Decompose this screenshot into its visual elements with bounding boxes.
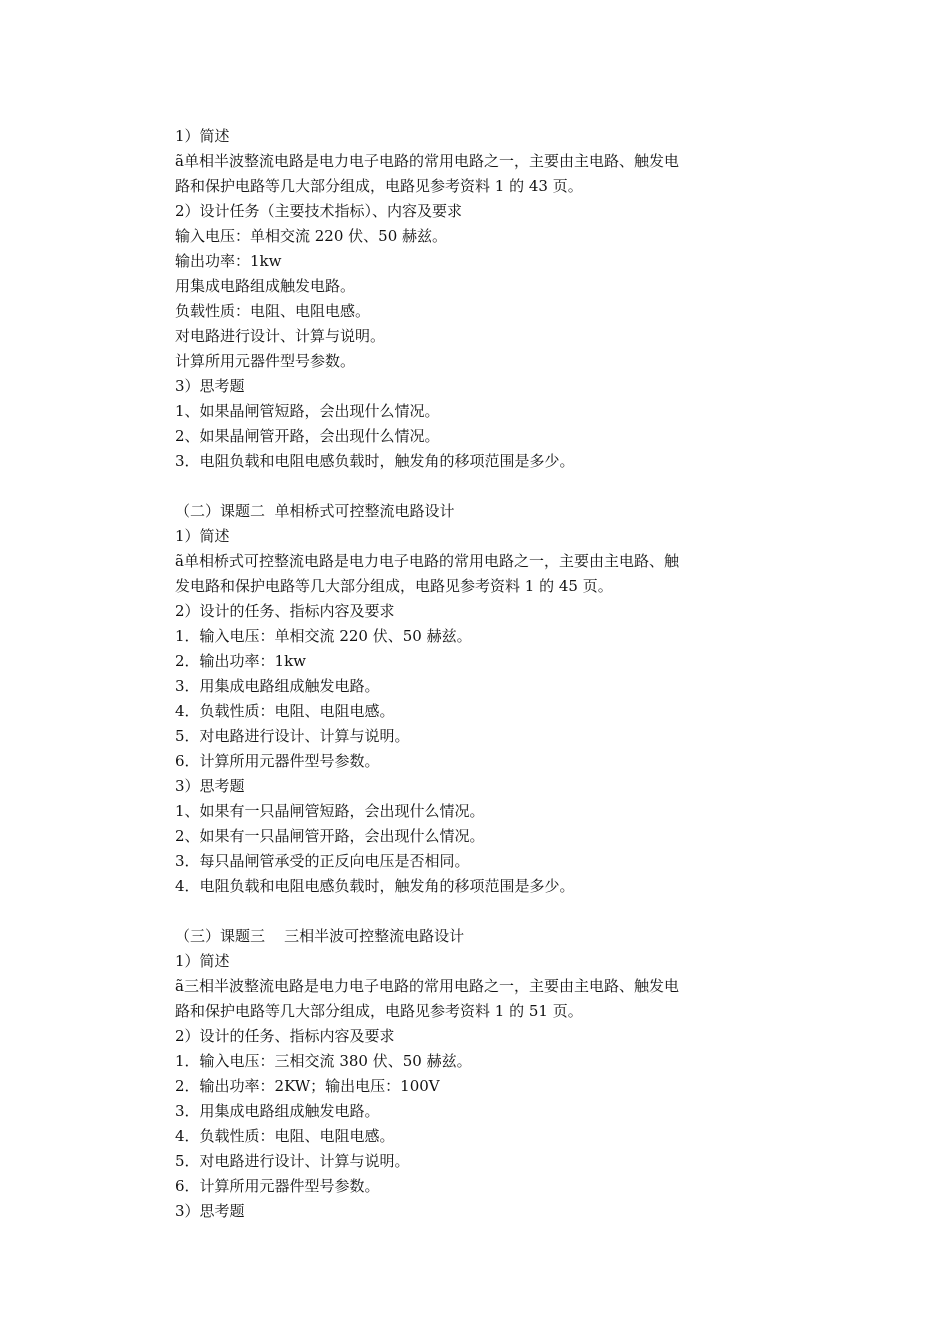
section-3 (175, 924, 775, 1224)
section-line: 6．计算所用元器件型号参数。 (175, 1177, 380, 1195)
section-line: 2．输出功率：2KW；输出电压：100V (175, 1077, 440, 1095)
section-line: 5．对电路进行设计、计算与说明。 (175, 1152, 410, 1170)
blank-line (175, 899, 775, 924)
section-line: 路和保护电路等几大部分组成，电路见参考资料 1 的 43 页。 (175, 177, 583, 195)
section-line: 2．输出功率：1kw (175, 652, 307, 670)
section-line: ã单相桥式可控整流电路是电力电子电路的常用电路之一，主要由主电路、触 (175, 552, 679, 570)
section-line: 3）思考题 (175, 777, 245, 795)
section-line: 1、如果有一只晶闸管短路，会出现什么情况。 (175, 802, 485, 820)
section-line: 2、如果晶闸管开路，会出现什么情况。 (175, 427, 440, 445)
section-line: 1．输入电压：三相交流 380 伏、50 赫兹。 (175, 1052, 472, 1070)
section-line: 4．负载性质：电阻、电阻电感。 (175, 702, 395, 720)
section-line: 输入电压：单相交流 220 伏、50 赫兹。 (175, 227, 448, 245)
section-line: 2）设计的任务、指标内容及要求 (175, 1027, 395, 1045)
section-line: 6．计算所用元器件型号参数。 (175, 752, 380, 770)
section-heading: （二）课题二 单相桥式可控整流电路设计 (175, 502, 455, 520)
section-line: 负载性质：电阻、电阻电感。 (175, 302, 371, 320)
document-body (175, 124, 775, 1224)
section-line: 发电路和保护电路等几大部分组成，电路见参考资料 1 的 45 页。 (175, 577, 613, 595)
section-line: 3．每只晶闸管承受的正反向电压是否相同。 (175, 852, 470, 870)
section-line: 3）思考题 (175, 1202, 245, 1220)
blank-line (175, 474, 775, 499)
section-line: 2）设计的任务、指标内容及要求 (175, 602, 395, 620)
section-line: 3．用集成电路组成触发电路。 (175, 677, 380, 695)
section-line: 2）设计任务（主要技术指标）、内容及要求 (175, 202, 463, 220)
section-heading: （三）课题三 三相半波可控整流电路设计 (175, 927, 465, 945)
section-line: ã三相半波整流电路是电力电子电路的常用电路之一，主要由主电路、触发电 (175, 977, 679, 995)
section-line: 3）思考题 (175, 377, 245, 395)
section-line: 输出功率：1kw (175, 252, 282, 270)
section-line: 1、如果晶闸管短路，会出现什么情况。 (175, 402, 440, 420)
section-line: 1）简述 (175, 127, 230, 145)
section-line: 路和保护电路等几大部分组成，电路见参考资料 1 的 51 页。 (175, 1002, 583, 1020)
section-line: 4．负载性质：电阻、电阻电感。 (175, 1127, 395, 1145)
section-line: ã单相半波整流电路是电力电子电路的常用电路之一，主要由主电路、触发电 (175, 152, 679, 170)
section-line: 4．电阻负载和电阻电感负载时，触发角的移项范围是多少。 (175, 877, 575, 895)
section-line: 1）简述 (175, 527, 230, 545)
section-line: 用集成电路组成触发电路。 (175, 277, 356, 295)
section-2 (175, 499, 775, 899)
section-line: 5．对电路进行设计、计算与说明。 (175, 727, 410, 745)
section-line: 对电路进行设计、计算与说明。 (175, 327, 386, 345)
section-line: 3．电阻负载和电阻电感负载时，触发角的移项范围是多少。 (175, 452, 575, 470)
section-line: 计算所用元器件型号参数。 (175, 352, 356, 370)
section-1 (175, 124, 775, 474)
section-line: 1）简述 (175, 952, 230, 970)
section-line: 1．输入电压：单相交流 220 伏、50 赫兹。 (175, 627, 472, 645)
section-line: 3．用集成电路组成触发电路。 (175, 1102, 380, 1120)
section-line: 2、如果有一只晶闸管开路，会出现什么情况。 (175, 827, 485, 845)
